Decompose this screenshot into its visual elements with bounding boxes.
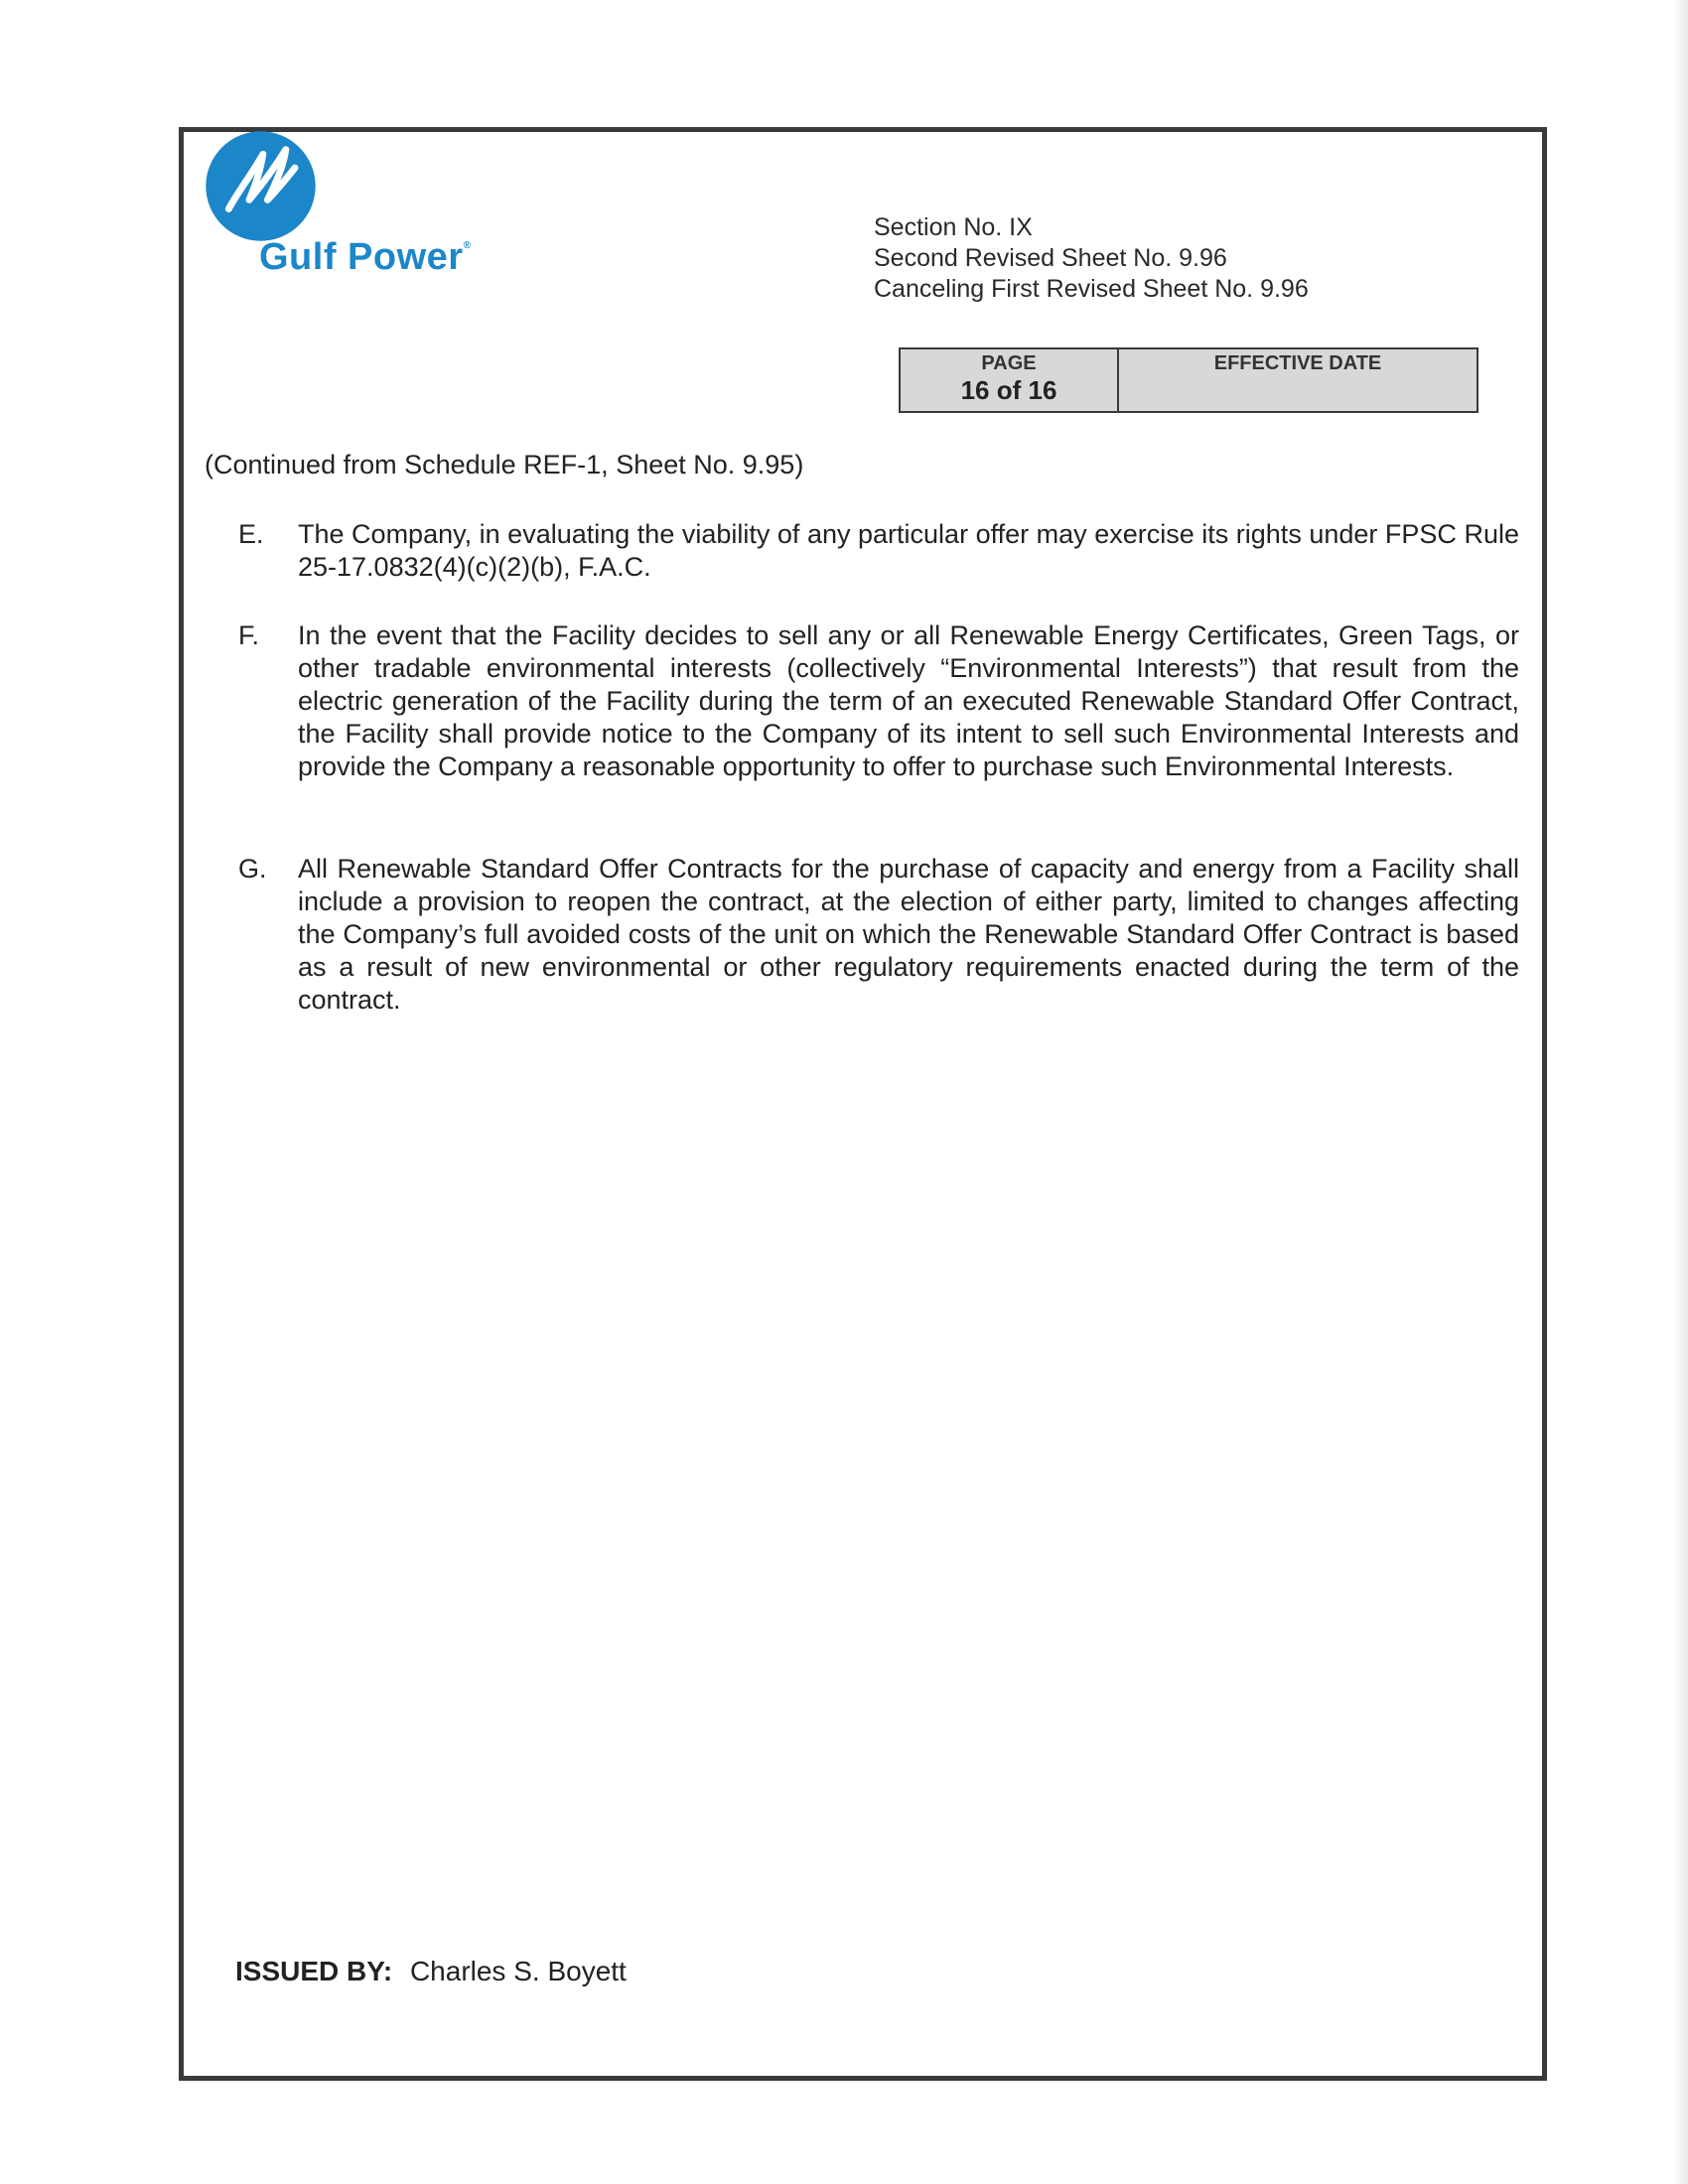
gulf-power-logo-icon [204, 129, 318, 243]
sheet-number: Second Revised Sheet No. 9.96 [874, 244, 1227, 272]
paragraph-text: In the event that the Facility decides to sell any or all Renewable Energy Certificates, Green Tags, or other tradable environmental interests (collectively “Environmental Interests”) that result from the electric generation of the Facility during the term of an executed Renewable Standard Offer Contract, the Facility shall provide notice to the Company of its intent to sell such Environmental Interests and provide the Company a reasonable opportunity to offer to purchase such Environmental Interests. [298, 620, 1519, 781]
page-value: 16 of 16 [960, 375, 1057, 405]
page-label: PAGE [981, 352, 1037, 374]
paragraph-marker: G. [238, 854, 267, 884]
paragraph-g [238, 853, 1519, 1017]
paragraph-f [238, 619, 1519, 783]
effective-date-label: EFFECTIVE DATE [1213, 352, 1382, 374]
document-border [179, 127, 1547, 2081]
issued-by [235, 1956, 627, 1987]
effective-date-cell [1119, 349, 1477, 411]
page-info-box [899, 347, 1478, 413]
canceling-sheet: Canceling First Revised Sheet No. 9.96 [874, 275, 1309, 303]
paragraph-text: The Company, in evaluating the viability of any particular offer may exercise its rights under FPSC Rule 25-17.0832(4)(c)(2)(b), F.A.C. [298, 519, 1519, 582]
paragraph-e [238, 518, 1519, 584]
paragraph-text: All Renewable Standard Offer Contracts for the purchase of capacity and energy from a Facility shall include a provision to reopen the contract, at the election of either party, limited to changes affecting the Company’s full avoided costs of the unit on which the Renewable Standard Offer Contract is based as a result of new environmental or other regulatory requirements enacted during the term of the contract. [298, 854, 1519, 1015]
scan-edge-shadow [1674, 0, 1688, 2184]
sheet-header [874, 212, 1309, 305]
company-logo [204, 129, 561, 288]
paragraph-marker: F. [238, 620, 260, 650]
paragraph-marker: E. [238, 519, 264, 549]
section-number: Section No. IX [874, 213, 1033, 241]
page-cell [901, 349, 1119, 411]
issued-by-label: ISSUED BY: [235, 1956, 393, 1986]
continued-note: (Continued from Schedule REF-1, Sheet No. 9.95) [205, 450, 804, 479]
company-wordmark: Gulf Power® [259, 236, 472, 278]
issued-by-name: Charles S. Boyett [409, 1956, 627, 1986]
